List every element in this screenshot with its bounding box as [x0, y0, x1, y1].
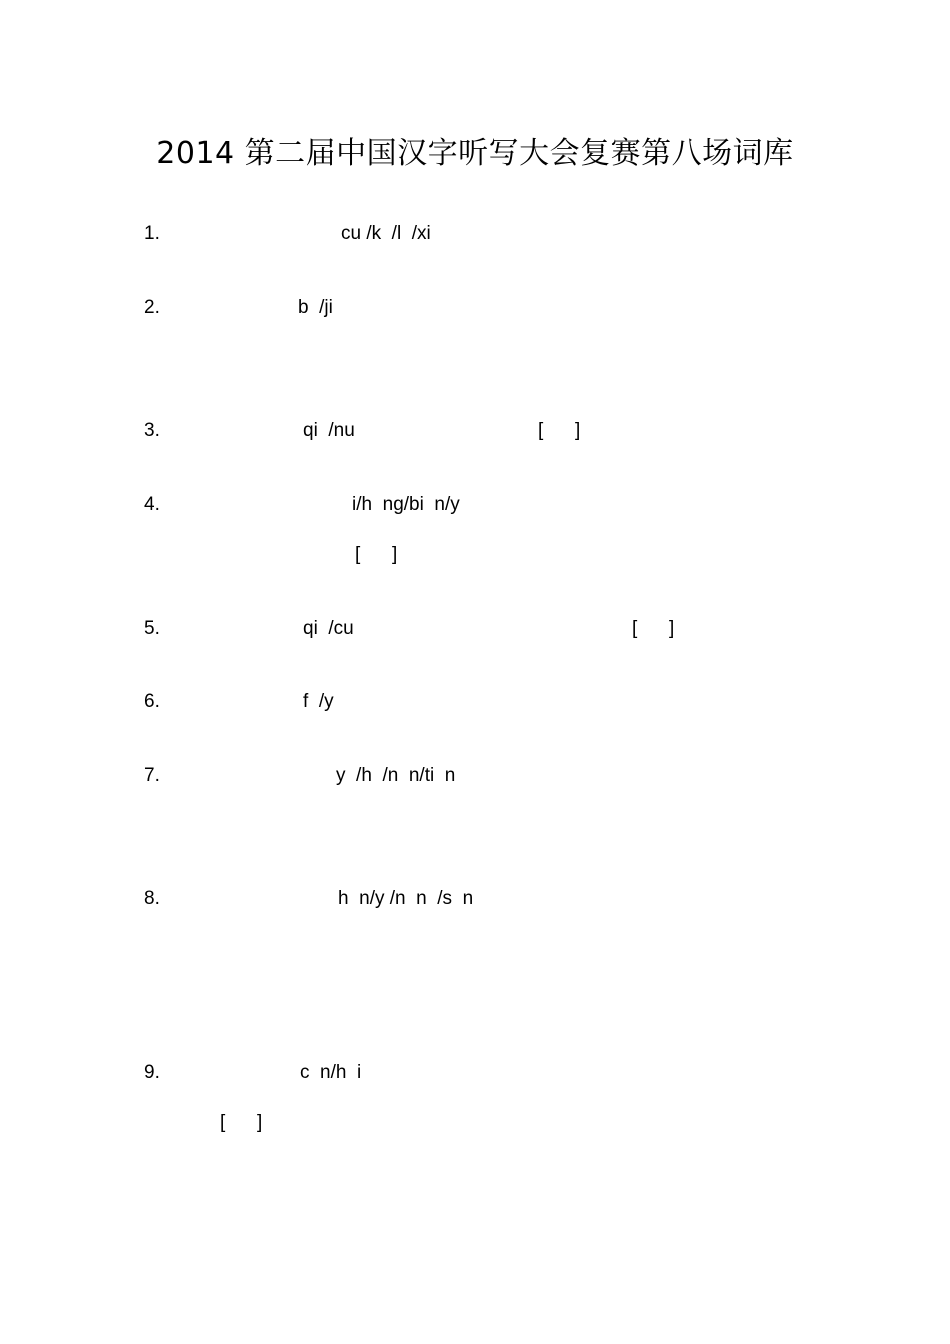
entry-number: 8.: [144, 888, 160, 909]
entry-pinyin: f /y: [303, 691, 334, 712]
entry-number: 7.: [144, 765, 160, 786]
entry-pinyin: i/h ng/bi n/y: [352, 494, 460, 515]
entry-pinyin: qi /cu: [303, 618, 354, 639]
entry-pinyin: h n/y /n n /s n: [338, 888, 474, 909]
entry-pinyin: y /h /n n/ti n: [336, 765, 456, 786]
entry-number: 6.: [144, 691, 160, 712]
entry-pinyin: b /ji: [298, 297, 333, 318]
entry-pinyin: c n/h i: [300, 1062, 362, 1083]
answer-bracket: [ ]: [538, 420, 581, 441]
answer-bracket: [ ]: [355, 544, 398, 565]
entry-number: 3.: [144, 420, 160, 441]
entry-number: 4.: [144, 494, 160, 515]
page-title: 2014 第二届中国汉字听写大会复赛第八场词库: [156, 136, 794, 171]
entry-number: 1.: [144, 223, 160, 244]
answer-bracket: [ ]: [220, 1112, 263, 1133]
entry-number: 9.: [144, 1062, 160, 1083]
entry-pinyin: qi /nu: [303, 420, 355, 441]
entry-number: 2.: [144, 297, 160, 318]
answer-bracket: [ ]: [632, 618, 675, 639]
entry-number: 5.: [144, 618, 160, 639]
entry-pinyin: cu /k /l /xi: [341, 223, 431, 244]
